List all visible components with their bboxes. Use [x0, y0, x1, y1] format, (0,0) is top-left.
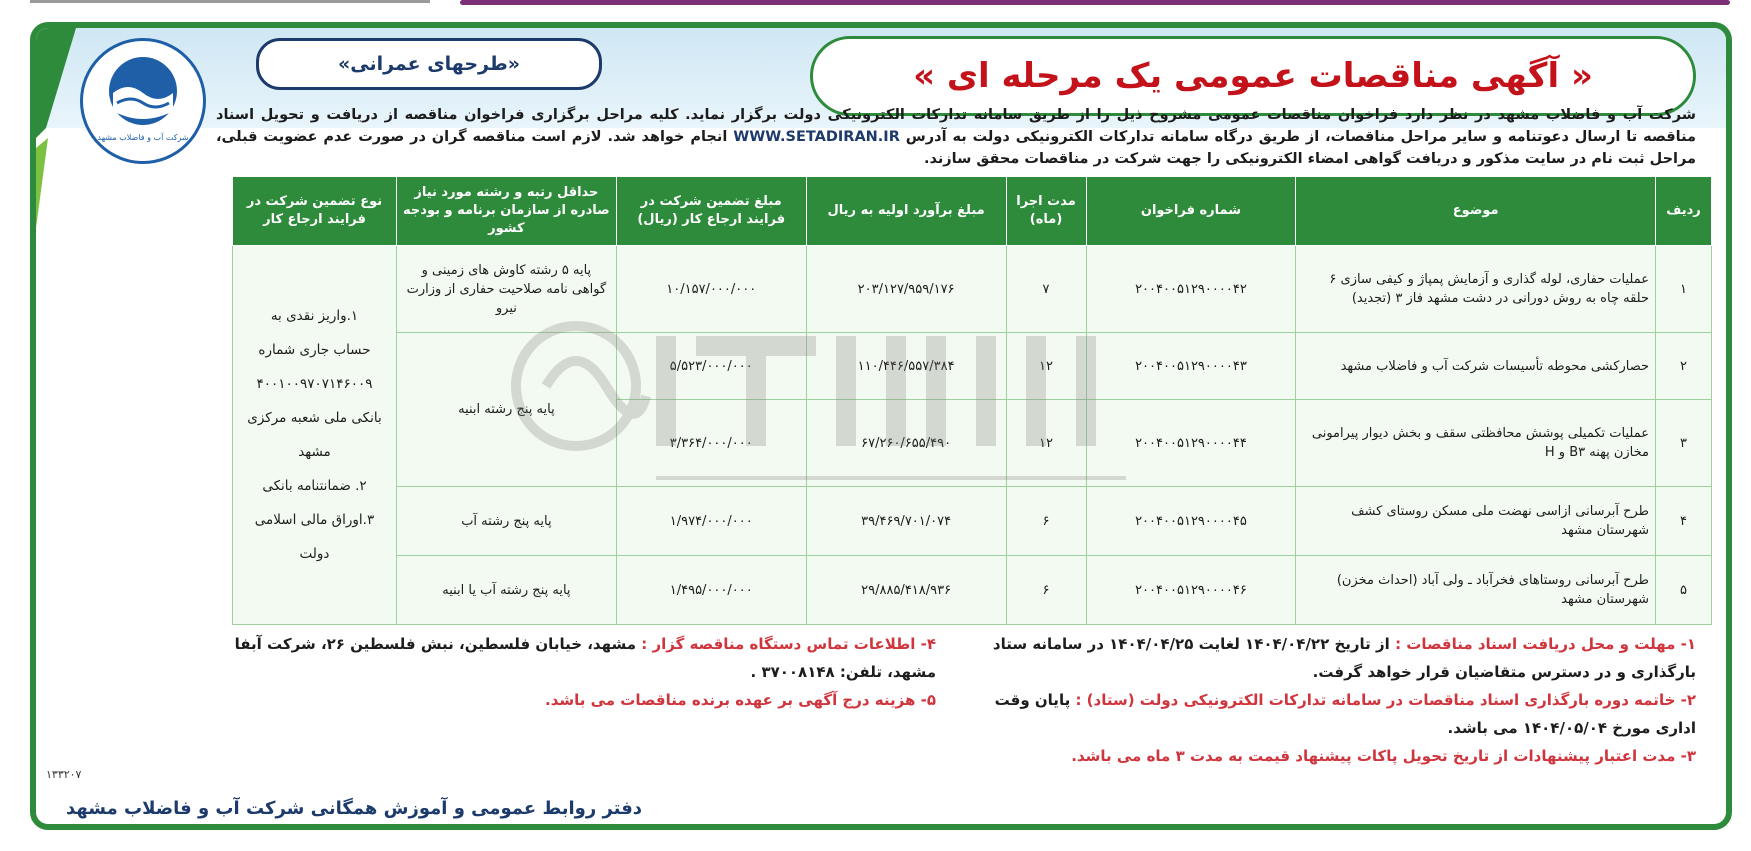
note-5: ۵- هزینه درج آگهی بر عهده برنده مناقصات می باشد. — [545, 691, 936, 709]
row-deposit: ۳/۳۶۴/۰۰۰/۰۰۰ — [616, 400, 806, 487]
row-estimate: ۳۹/۴۶۹/۷۰۱/۰۷۴ — [806, 487, 1006, 556]
row-tender-number: ۲۰۰۴۰۰۵۱۲۹۰۰۰۰۴۳ — [1086, 333, 1296, 400]
header-tender-number: شماره فراخوان — [1086, 177, 1296, 246]
header-deposit: مبلغ تضمین شرکت در فرایند ارجاع کار (ریال) — [616, 177, 806, 246]
row-deposit: ۱/۹۷۴/۰۰۰/۰۰۰ — [616, 487, 806, 556]
guarantee-line: حساب جاری شماره — [258, 342, 371, 358]
table-header-row — [233, 177, 1712, 246]
row-number: ۴ — [1656, 487, 1712, 556]
header-estimate: مبلغ برآورد اولیه به ریال — [806, 177, 1006, 246]
row-deposit: ۱/۴۹۵/۰۰۰/۰۰۰ — [616, 556, 806, 625]
water-drop-icon — [83, 41, 203, 161]
row-duration: ۷ — [1006, 246, 1086, 333]
guarantee-line: مشهد — [298, 444, 331, 460]
row-subject: حصارکشی محوطه تأسیسات شرکت آب و فاضلاب مشهد — [1296, 333, 1656, 400]
row-number: ۲ — [1656, 333, 1712, 400]
notes-left-column — [216, 630, 936, 714]
note-1 — [956, 630, 1696, 686]
ad-code: ۱۳۳۲۰۷ — [46, 768, 82, 781]
row-tender-number: ۲۰۰۴۰۰۵۱۲۹۰۰۰۰۴۴ — [1086, 400, 1296, 487]
row-duration: ۶ — [1006, 556, 1086, 625]
header-grade: حداقل رتبه و رشته مورد نیاز صادره از سازمان برنامه و بودجه کشور — [397, 177, 617, 246]
row-tender-number: ۲۰۰۴۰۰۵۱۲۹۰۰۰۰۴۶ — [1086, 556, 1296, 625]
row-estimate: ۱۱۰/۴۴۶/۵۵۷/۳۸۴ — [806, 333, 1006, 400]
row-subject: عملیات حفاری، لوله گذاری و آزمایش پمپاژ و کیفی سازی ۶ حلقه چاه به روش دورانی در دشت مشهد فاز ۳ (تجدید) — [1296, 246, 1656, 333]
note-1-label: ۱- مهلت و محل دریافت اسناد مناقصات : — [1395, 635, 1696, 653]
row-number: ۱ — [1656, 246, 1712, 333]
header-guarantee-type: نوع تضمین شرکت در فرایند ارجاع کار — [233, 177, 397, 246]
row-estimate: ۲۰۳/۱۲۷/۹۵۹/۱۷۶ — [806, 246, 1006, 333]
note-4 — [216, 630, 936, 686]
row-estimate: ۲۹/۸۸۵/۴۱۸/۹۳۶ — [806, 556, 1006, 625]
row-subject: طرح آبرسانی ازاسی نهضت ملی مسکن روستای کشف شهرستان مشهد — [1296, 487, 1656, 556]
advertisement-frame — [30, 22, 1732, 830]
row-grade: پایه پنج رشته آب یا ابنیه — [397, 556, 617, 625]
row-estimate: ۶۷/۲۶۰/۶۵۵/۴۹۰ — [806, 400, 1006, 487]
notes-right-column — [956, 630, 1696, 770]
row-number: ۵ — [1656, 556, 1712, 625]
note-2 — [956, 686, 1696, 742]
note-1-text: از تاریخ ۱۴۰۴/۰۴/۲۲ لغایت ۱۴۰۴/۰۴/۲۵ در سامانه ستاد بارگذاری و در دسترس متقاضیان قرار خواهد گرفت. — [992, 635, 1696, 681]
row-grade: پایه پنج رشته آب — [397, 487, 617, 556]
note-2-text: پایان وقت اداری مورخ ۱۴۰۴/۰۵/۰۴ می باشد. — [994, 691, 1696, 737]
setad-url: WWW.SETADIRAN.IR — [733, 129, 900, 145]
table-row — [233, 556, 1712, 625]
table-row — [233, 333, 1712, 400]
company-logo — [80, 38, 206, 164]
subtitle: «طرحهای عمرانی» — [337, 53, 521, 75]
row-grade: پایه ۵ رشته کاوش های زمینی و گواهی نامه صلاحیت حفاری از وزارت نیرو — [397, 246, 617, 333]
row-duration: ۱۲ — [1006, 400, 1086, 487]
tender-table — [232, 176, 1712, 625]
row-deposit: ۱۰/۱۵۷/۰۰۰/۰۰۰ — [616, 246, 806, 333]
intro-line-1: شرکت آب و فاضلاب مشهد در نظر دارد فراخوان مناقصات عمومی مشروح ذیل را از طریق سامانه تدارکات الکترونیکی دولت برگزار نماید. کلیه مراحل برگزاری فراخوان مناقصه از دریافت و تحویل اسناد مناقصه تا ارسال دعوتنامه و سایر مراحل مناقصات، از طریق درگاه سامانه تدارکات الکترونیکی دولت به آدرس — [216, 107, 1696, 145]
main-title: « آگهی مناقصات عمومی یک مرحله ای » — [913, 56, 1593, 96]
subtitle-banner — [256, 38, 602, 90]
row-number: ۳ — [1656, 400, 1712, 487]
top-decoration — [0, 0, 1751, 8]
row-duration: ۱۲ — [1006, 333, 1086, 400]
note-4-text: مشهد، خیابان فلسطین، نبش فلسطین ۲۶، شرکت آبفا مشهد، تلفن: ۳۷۰۰۸۱۴۸ . — [234, 635, 936, 681]
row-grade: پایه پنج رشته ابنیه — [397, 333, 617, 487]
guarantee-type-cell — [233, 246, 397, 625]
intro-line-2: انجام خواهد شد. لازم است مناقصه گران در صورت عدم عضویت قبلی، مراحل ثبت نام در سایت مذکور و دریافت گواهی امضاء الکترونیکی را جهت شرکت در مناقصات محقق سازند. — [216, 129, 1696, 167]
guarantee-line: بانکی ملی شعبه مرکزی — [247, 410, 382, 426]
logo-caption: شرکت آب و فاضلاب مشهد — [97, 133, 189, 142]
header-subject: موضوع — [1296, 177, 1656, 246]
guarantee-line: دولت — [299, 546, 330, 562]
row-tender-number: ۲۰۰۴۰۰۵۱۲۹۰۰۰۰۴۵ — [1086, 487, 1296, 556]
note-2-label: ۲- خاتمه دوره بارگذاری اسناد مناقصات در سامانه تدارکات الکترونیکی دولت (ستاد) : — [1075, 691, 1696, 709]
row-tender-number: ۲۰۰۴۰۰۵۱۲۹۰۰۰۰۴۲ — [1086, 246, 1296, 333]
header-duration: مدت اجرا (ماه) — [1006, 177, 1086, 246]
note-4-label: ۴- اطلاعات تماس دستگاه مناقصه گزار : — [641, 635, 936, 653]
guarantee-line: ۲. ضمانتنامه بانکی — [262, 478, 367, 494]
footer-signature: دفتر روابط عمومی و آموزش همگانی شرکت آب و فاضلاب مشهد — [66, 798, 643, 819]
table-row — [233, 246, 1712, 333]
row-deposit: ۵/۵۲۳/۰۰۰/۰۰۰ — [616, 333, 806, 400]
note-3: ۳- مدت اعتبار پیشنهادات از تاریخ تحویل پاکات پیشنهاد قیمت به مدت ۳ ماه می باشد. — [1071, 747, 1696, 765]
row-subject: طرح آبرسانی روستاهای فخرآباد ـ ولی آباد (احداث مخزن) شهرستان مشهد — [1296, 556, 1656, 625]
intro-paragraph — [216, 104, 1696, 170]
guarantee-line: ۳.اوراق مالی اسلامی — [254, 512, 375, 528]
table-row — [233, 487, 1712, 556]
row-duration: ۶ — [1006, 487, 1086, 556]
guarantee-line: ۴۰۰۱۰۰۹۷۰۷۱۴۶۰۰۹ — [256, 376, 373, 392]
row-subject: عملیات تکمیلی پوشش محافظتی سقف و بخش دیوار پیرامونی مخازن پهنه B۳ و H — [1296, 400, 1656, 487]
header-row-number: ردیف — [1656, 177, 1712, 246]
guarantee-line: ۱.واریز نقدی به — [270, 308, 359, 324]
